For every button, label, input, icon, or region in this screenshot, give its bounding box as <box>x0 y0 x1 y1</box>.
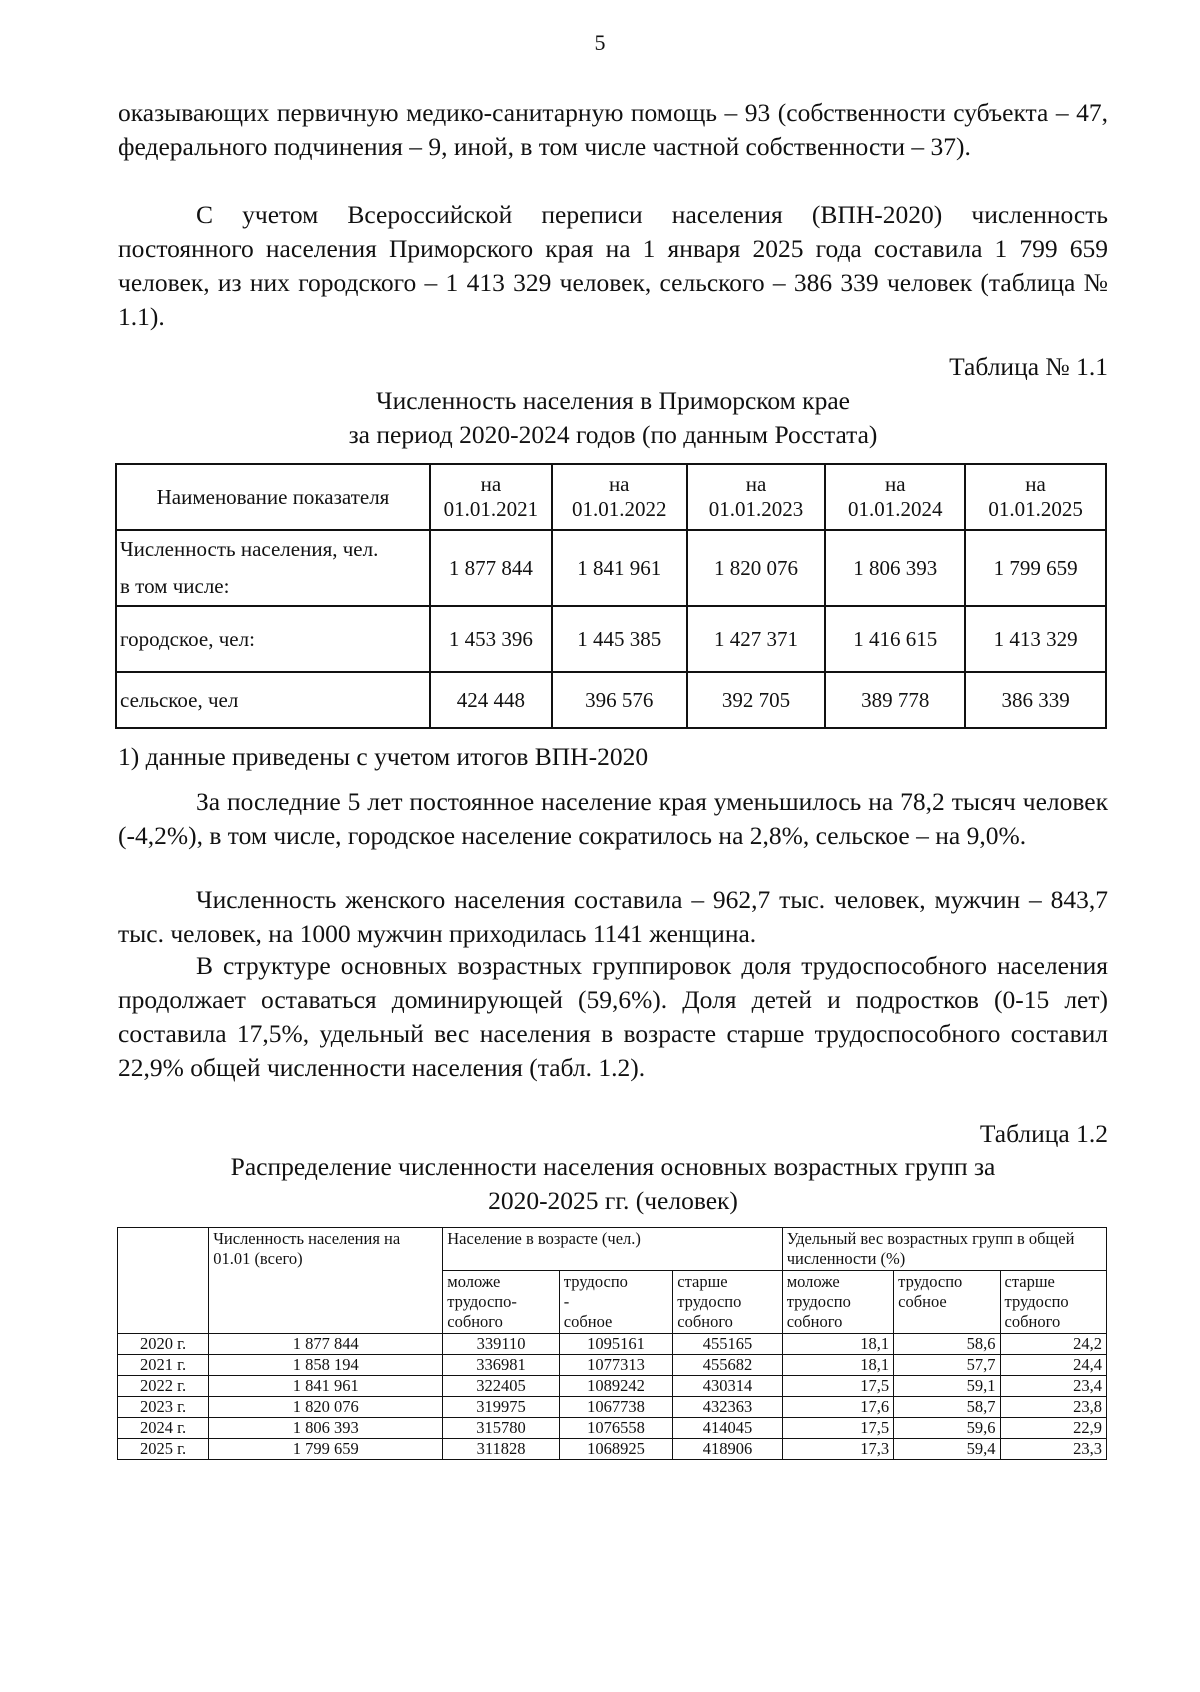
table-cell: 430314 <box>673 1376 782 1397</box>
table1-header-row <box>116 464 1106 530</box>
table-cell: 455682 <box>673 1355 782 1376</box>
table-cell: 396 576 <box>552 672 687 728</box>
table-cell: 424 448 <box>430 672 552 728</box>
age-groups-table <box>117 1227 1107 1460</box>
table-row <box>118 1334 1107 1355</box>
gender-paragraph-block <box>118 883 1108 951</box>
table-row <box>118 1376 1107 1397</box>
table-cell: 1 453 396 <box>430 606 552 672</box>
year-cell: 2021 г. <box>118 1355 209 1376</box>
row-label: Численность населения, чел. в том числе: <box>116 530 430 606</box>
table-row <box>118 1397 1107 1418</box>
table2-label: Таблица 1.2 <box>979 1119 1108 1148</box>
table-cell: 24,2 <box>1000 1334 1106 1355</box>
table-cell: 389 778 <box>825 672 965 728</box>
table1-header-indicator: Наименование показателя <box>116 464 430 530</box>
table-cell: 322405 <box>443 1376 560 1397</box>
table-cell: 1 445 385 <box>552 606 687 672</box>
table-cell: 386 339 <box>965 672 1106 728</box>
structure-paragraph: В структуре основных возрастных группировок доля трудоспособного населения продолжает оставаться доминирующей (59,6%). Доля детей и подростков (0-15 лет) составила 17,5%, удельный вес населения в возрасте старше трудоспособного составил 22,9% общей численности населения (табл. 1.2). <box>118 951 1108 1082</box>
table-cell: 1089242 <box>559 1376 672 1397</box>
table-cell: 17,5 <box>782 1418 893 1439</box>
table-cell: 59,6 <box>894 1418 1000 1439</box>
row-label: городское, чел: <box>116 606 430 672</box>
table-cell: 22,9 <box>1000 1418 1106 1439</box>
table-cell: 1 820 076 <box>209 1397 443 1418</box>
table-cell: 1095161 <box>559 1334 672 1355</box>
population-table <box>115 463 1107 729</box>
table2-title-line1: Распределение численности населения основных возрастных групп за <box>230 1152 996 1181</box>
census-paragraph: С учетом Всероссийской переписи населения (ВПН-2020) численность постоянного населения Приморского края на 1 января 2025 года составила 1 799 659 человек, из них городского – 1 413 329 человек, сельского – 386 339 человек (таблица № 1.1). <box>118 200 1108 331</box>
table1-footnote: 1) данные приведены с учетом итогов ВПН-2020 <box>118 742 649 771</box>
table-cell: 17,5 <box>782 1376 893 1397</box>
decline-paragraph: За последние 5 лет постоянное население края уменьшилось на 78,2 тысяч человек (-4,2%), в том числе, городское население сократилось на 2,8%, сельское – на 9,0%. <box>118 787 1108 850</box>
table-cell: 59,1 <box>894 1376 1000 1397</box>
table-cell: 58,6 <box>894 1334 1000 1355</box>
gender-paragraph: Численность женского населения составила – 962,7 тыс. человек, мужчин – 843,7 тыс. человек, на 1000 мужчин приходилась 1141 женщина. <box>118 885 1108 948</box>
table-row <box>118 1439 1107 1460</box>
table1-title-line1: Численность населения в Приморском крае <box>376 386 850 415</box>
table-row <box>116 606 1106 672</box>
table-cell: 1067738 <box>559 1397 672 1418</box>
table2-subheader-cell: старше трудоспо собного <box>1000 1271 1106 1334</box>
table-cell: 18,1 <box>782 1334 893 1355</box>
table-cell: 432363 <box>673 1397 782 1418</box>
table-cell: 17,3 <box>782 1439 893 1460</box>
table-cell: 1 806 393 <box>825 530 965 606</box>
table-cell: 1 416 615 <box>825 606 965 672</box>
table-cell: 392 705 <box>687 672 826 728</box>
table1-header-cell: на 01.01.2024 <box>825 464 965 530</box>
census-paragraph-block <box>118 198 1108 334</box>
year-cell: 2020 г. <box>118 1334 209 1355</box>
table-cell: 58,7 <box>894 1397 1000 1418</box>
table2-header-row <box>118 1228 1107 1271</box>
year-cell: 2023 г. <box>118 1397 209 1418</box>
table-cell: 1 877 844 <box>209 1334 443 1355</box>
table1-header-cell: на 01.01.2021 <box>430 464 552 530</box>
table1-header-cell: на 01.01.2025 <box>965 464 1106 530</box>
page-number: 5 <box>594 30 606 55</box>
table-cell: 23,3 <box>1000 1439 1106 1460</box>
table-cell: 18,1 <box>782 1355 893 1376</box>
structure-paragraph-block <box>118 949 1108 1085</box>
table-cell: 1 877 844 <box>430 530 552 606</box>
table1-header-cell: на 01.01.2023 <box>687 464 826 530</box>
table-cell: 1 820 076 <box>687 530 826 606</box>
table-cell: 17,6 <box>782 1397 893 1418</box>
table-cell: 414045 <box>673 1418 782 1439</box>
table-row <box>118 1418 1107 1439</box>
table-cell: 311828 <box>443 1439 560 1460</box>
table-cell: 418906 <box>673 1439 782 1460</box>
table2-title-line2: 2020-2025 гг. (человек) <box>488 1186 738 1215</box>
table1-label: Таблица № 1.1 <box>949 352 1108 381</box>
table-cell: 1 799 659 <box>209 1439 443 1460</box>
table-row <box>116 672 1106 728</box>
table-row <box>116 530 1106 606</box>
table-cell: 1 427 371 <box>687 606 826 672</box>
intro-paragraph: оказывающих первичную медико-санитарную помощь – 93 (собственности субъекта – 47, федерального подчинения – 9, иной, в том числе частной собственности – 37). <box>118 98 1108 161</box>
table2-subheader-cell: трудоспо - собное <box>559 1271 672 1334</box>
table-cell: 339110 <box>443 1334 560 1355</box>
year-cell: 2022 г. <box>118 1376 209 1397</box>
table-cell: 315780 <box>443 1418 560 1439</box>
year-cell: 2024 г. <box>118 1418 209 1439</box>
table-cell: 1068925 <box>559 1439 672 1460</box>
table-cell: 1 806 393 <box>209 1418 443 1439</box>
table-cell: 23,8 <box>1000 1397 1106 1418</box>
table-cell: 23,4 <box>1000 1376 1106 1397</box>
table-cell: 59,4 <box>894 1439 1000 1460</box>
table-row <box>118 1355 1107 1376</box>
table2-subheader-cell: моложе трудоспо собного <box>782 1271 893 1334</box>
table-cell: 1 841 961 <box>552 530 687 606</box>
table2-header-age: Население в возрасте (чел.) <box>443 1228 782 1271</box>
table2-corner-cell <box>118 1228 209 1334</box>
table-cell: 1 858 194 <box>209 1355 443 1376</box>
table-cell: 336981 <box>443 1355 560 1376</box>
row-label: сельское, чел <box>116 672 430 728</box>
table2-subheader-cell: моложе трудоспо- собного <box>443 1271 560 1334</box>
table2-subheader-cell: старше трудоспо собного <box>673 1271 782 1334</box>
table-cell: 319975 <box>443 1397 560 1418</box>
decline-paragraph-block <box>118 785 1108 853</box>
year-cell: 2025 г. <box>118 1439 209 1460</box>
table1-title-line2: за период 2020-2024 годов (по данным Росстата) <box>348 420 878 449</box>
table-cell: 1 799 659 <box>965 530 1106 606</box>
table-cell: 1076558 <box>559 1418 672 1439</box>
table-cell: 455165 <box>673 1334 782 1355</box>
table-cell: 1 841 961 <box>209 1376 443 1397</box>
table2-header-total: Численность населения на 01.01 (всего) <box>209 1228 443 1334</box>
table-cell: 1 413 329 <box>965 606 1106 672</box>
table-cell: 24,4 <box>1000 1355 1106 1376</box>
table2-subheader-cell: трудоспо собное <box>894 1271 1000 1334</box>
table1-header-cell: на 01.01.2022 <box>552 464 687 530</box>
table-cell: 57,7 <box>894 1355 1000 1376</box>
table-cell: 1077313 <box>559 1355 672 1376</box>
intro-paragraph-block <box>118 96 1108 164</box>
table2-header-share: Удельный вес возрастных групп в общей численности (%) <box>782 1228 1106 1271</box>
